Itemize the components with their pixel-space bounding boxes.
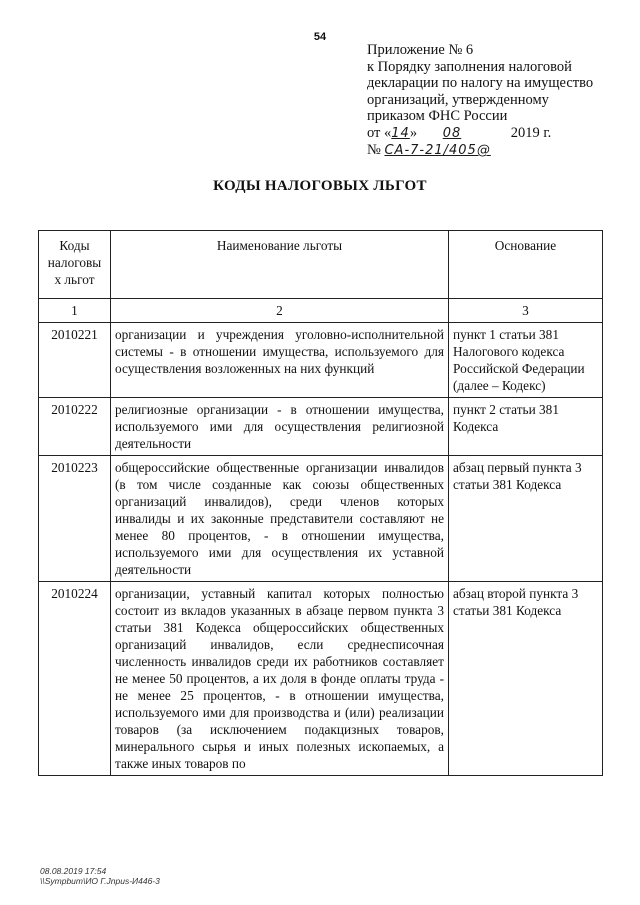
footer-timestamp: 08.08.2019 17:54 xyxy=(40,866,107,876)
benefit-basis: пункт 2 статьи 381 Кодекса xyxy=(449,398,603,456)
date-prefix: от « xyxy=(367,124,392,141)
order-number xyxy=(367,142,593,160)
benefit-code: 2010224 xyxy=(39,582,111,776)
appendix-title: Приложение № 6 xyxy=(367,42,474,58)
order-date xyxy=(367,125,593,143)
order-number-handwritten: СА-7-21/405@ xyxy=(384,143,491,158)
table-row xyxy=(39,398,603,456)
benefit-basis: абзац второй пункта 3 статьи 381 Кодекса xyxy=(449,582,603,776)
date-month-handwritten: 08 xyxy=(442,125,462,141)
table-row xyxy=(39,456,603,582)
appendix-header xyxy=(367,42,593,160)
table-row xyxy=(39,323,603,398)
benefit-code: 2010223 xyxy=(39,456,111,582)
benefit-code: 2010222 xyxy=(39,398,111,456)
benefit-name: организации и учреждения уголовно-исполнительной системы - в отношении имущества, используемого для осуществления возложенных на них функций xyxy=(111,323,449,398)
column-number-row xyxy=(39,299,603,323)
column-number: 2 xyxy=(111,299,449,323)
benefit-basis: пункт 1 статьи 381 Налогового кодекса Российской Федерации (далее – Кодекс) xyxy=(449,323,603,398)
column-number: 3 xyxy=(449,299,603,323)
date-day-handwritten: 14 xyxy=(391,125,410,141)
document-footer xyxy=(40,866,160,886)
number-prefix: № xyxy=(367,142,381,158)
benefit-name: организации, уставный капитал которых полностью состоит из вкладов указанных в абзаце первом пункта 3 статьи 381 Кодекса общероссийских общественных организаций инвалидов, если среднесписочная численность инвалидов среди их работников составляет не менее 50 процентов, а их доля в фонде оплаты труда - не менее 25 процентов, - в отношении имущества, используемого ими для производства и (или) реализации товаров (за исключением подакцизных товаров, минерального сырья и иных полезных ископаемых, а также иных товаров по xyxy=(111,582,449,776)
appendix-line: к Порядку заполнения налоговой xyxy=(367,58,572,75)
column-number: 1 xyxy=(39,299,111,323)
date-year: 2019 г. xyxy=(510,124,552,141)
header-basis: Основание xyxy=(449,231,603,299)
table-header-row xyxy=(39,231,603,299)
benefit-basis: абзац первый пункта 3 статьи 381 Кодекса xyxy=(449,456,603,582)
footer-path: \\Sympbum\ИО Г.Jnpus-И446-3 xyxy=(40,876,160,886)
page-number: 54 xyxy=(313,31,327,43)
benefit-code: 2010221 xyxy=(39,323,111,398)
appendix-line: декларации по налогу на имущество xyxy=(367,75,594,91)
date-mid: » xyxy=(409,124,418,141)
appendix-line: организаций, утвержденному xyxy=(367,91,549,108)
header-benefit-name: Наименование льготы xyxy=(111,231,449,299)
benefit-name: общероссийские общественные организации инвалидов (в том числе созданные как союзы общественных организаций инвалидов), среди членов которых инвалиды и их законные представители составляют не менее 80 процентов, - в отношении имущества, используемого ими для осуществления их уставной деятельности xyxy=(111,456,449,582)
table-row xyxy=(39,582,603,776)
benefit-name: религиозные организации - в отношении имущества, используемого ими для осуществления религиозной деятельности xyxy=(111,398,449,456)
appendix-line: приказом ФНС России xyxy=(367,108,508,124)
page-title: КОДЫ НАЛОГОВЫХ ЛЬГОТ xyxy=(213,178,427,194)
header-codes: Коды налоговы х льгот xyxy=(39,231,111,299)
tax-benefit-codes-table xyxy=(38,230,603,776)
